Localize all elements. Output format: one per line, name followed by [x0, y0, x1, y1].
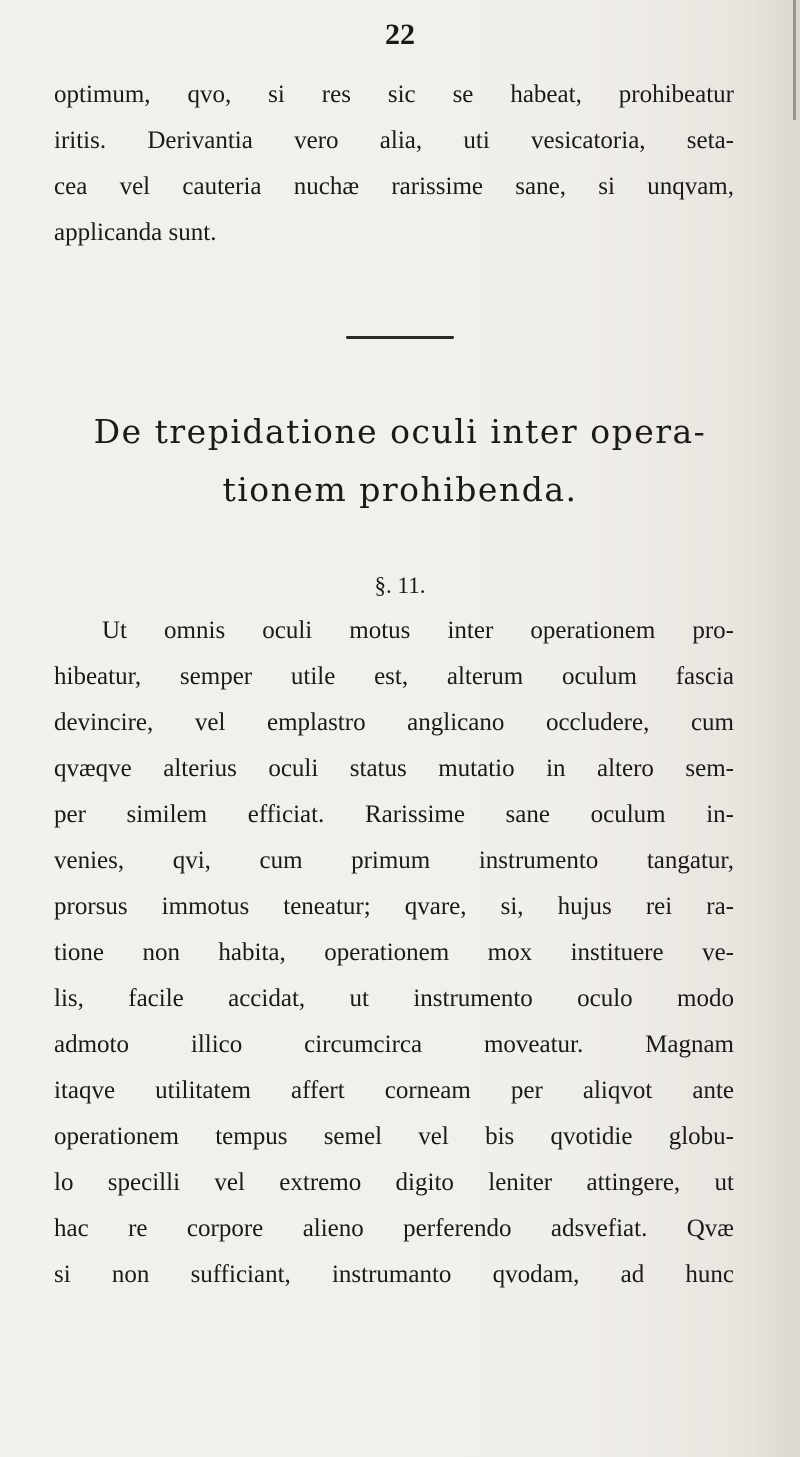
text-line: venies, qvi, cum primum instrumento tangatur,	[54, 847, 734, 874]
section-divider-rule	[346, 336, 454, 339]
text-line: Ut omnis oculi motus inter operationem pro-	[102, 617, 734, 644]
text-line: prorsus immotus teneatur; qvare, si, hujus rei ra-	[54, 893, 734, 920]
page-number: 22	[385, 18, 415, 51]
text-line: hibeatur, semper utile est, alterum oculum fascia	[54, 663, 734, 690]
text-line: itaqve utilitatem affert corneam per aliqvot ante	[54, 1077, 734, 1104]
text-line: lis, facile accidat, ut instrumento oculo modo	[54, 985, 734, 1012]
text-line: optimum, qvo, si res sic se habeat, prohibeatur	[54, 81, 734, 108]
text-line: admoto illico circumcirca moveatur. Magnam	[54, 1031, 734, 1058]
section-heading-line-1: De trepidatione oculi inter opera-	[93, 412, 707, 451]
text-line: iritis. Derivantia vero alia, uti vesicatoria, seta-	[54, 127, 734, 154]
text-line: applicanda sunt.	[54, 219, 217, 246]
text-line: si non sufficiant, instrumanto qvodam, ad hunc	[54, 1261, 734, 1288]
text-line: tione non habita, operationem mox instituere ve-	[54, 939, 734, 966]
section-heading-line-2: tionem prohibenda.	[222, 470, 578, 509]
body-paragraph	[54, 608, 734, 1298]
text-line: cea vel cauteria nuchæ rarissime sane, si unqvam,	[54, 173, 734, 200]
text-line: per similem efficiat. Rarissime sane oculum in-	[54, 801, 734, 828]
text-line: hac re corpore alieno perferendo adsvefiat. Qvæ	[54, 1215, 734, 1242]
intro-paragraph	[54, 72, 734, 256]
text-line: qvæqve alterius oculi status mutatio in altero sem-	[54, 755, 734, 782]
text-line: devincire, vel emplastro anglicano occludere, cum	[54, 709, 734, 736]
section-number: §. 11.	[374, 573, 426, 598]
text-line: operationem tempus semel vel bis qvotidie globu-	[54, 1123, 734, 1150]
text-line: lo specilli vel extremo digito leniter attingere, ut	[54, 1169, 734, 1196]
